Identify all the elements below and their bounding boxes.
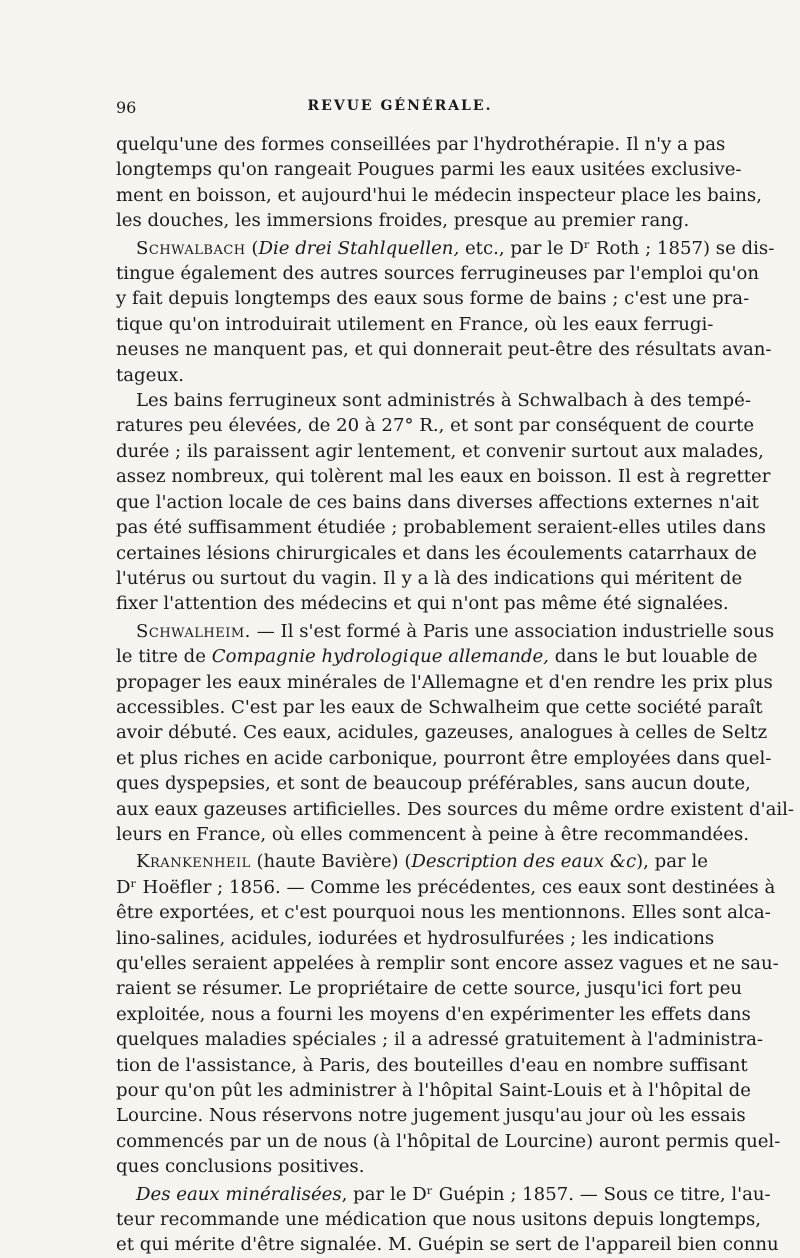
- text-line: leurs en France, où elles commencent à peine à être recommandées.: [116, 823, 750, 845]
- text-line: lino-salines, acidules, iodurées et hydrosulfurées ; les indications: [116, 927, 715, 949]
- paragraph-schwalheim: [116, 619, 795, 848]
- paragraph-bains-ferrugineux: [116, 388, 771, 617]
- page-number: 96: [116, 98, 137, 117]
- paragraph-eaux-mineralisees: [116, 1182, 779, 1258]
- text-line: commencés par un de nous (à l'hôpital de Lourcine) auront permis quel-: [116, 1130, 781, 1152]
- text-line: les douches, les immersions froides, presque au premier rang.: [116, 210, 690, 232]
- text-line: neuses ne manquent pas, et qui donnerait peut-être des résultats avan-: [116, 339, 772, 361]
- text-line: tageux.: [116, 364, 184, 386]
- entry-name: Krankenheil: [136, 851, 251, 873]
- text-line: tique qu'on introduirait utilement en France, où les eaux ferrugi-: [116, 313, 714, 335]
- text-line: pour qu'on pût les administrer à l'hôpital Saint-Louis et à l'hôpital de: [116, 1080, 751, 1102]
- paragraph-pougues: [116, 132, 762, 234]
- company-name: Compagnie hydrologique allemande,: [211, 646, 549, 668]
- text-line: et qui mérite d'être signalée. M. Guépin se sert de l'appareil bien connu: [116, 1234, 779, 1256]
- text-line: être exportées, et c'est pourquoi nous les mentionnons. Elles sont alca-: [116, 902, 771, 924]
- text-line: teur recommande une médication que nous usitons depuis longtemps,: [116, 1209, 762, 1231]
- text-line: fixer l'attention des médecins et qui n'ont pas même été signalées.: [116, 593, 729, 615]
- entry-name: Schwalbach: [136, 237, 246, 259]
- work-title: Des eaux minéralisées: [136, 1183, 342, 1205]
- entry-name: Schwalheim.: [136, 620, 251, 642]
- body-text: [116, 132, 795, 1258]
- entry-heading-line: Des eaux minéralisées, par le Dʳ Guépin ; 1857. — Sous ce titre, l'au-: [136, 1183, 771, 1205]
- entry-heading-line: Krankenheil (haute Bavière) (Description des eaux &c), par le: [136, 851, 708, 873]
- text-line: quelques maladies spéciales ; il a adressé gratuitement à l'administra-: [116, 1029, 764, 1051]
- text-line: longtemps qu'on rangeait Pougues parmi les eaux usitées exclusive-: [116, 159, 742, 181]
- text-line: raient se résumer. Le propriétaire de cette source, jusqu'ici fort peu: [116, 978, 743, 1000]
- text-line: quelqu'une des formes conseillées par l'hydrothérapie. Il n'y a pas: [116, 134, 726, 155]
- text-line: tingue également des autres sources ferrugineuses par l'emploi qu'on: [116, 263, 760, 285]
- text-line: ques dyspepsies, et sont de beaucoup préférables, sans aucun doute,: [116, 773, 751, 795]
- work-title: Description des eaux &c: [411, 851, 637, 873]
- work-title: Die drei Stahlquellen,: [258, 237, 460, 259]
- text-line: que l'action locale de ces bains dans diverses affections externes n'ait: [116, 491, 759, 513]
- text-line: durée ; ils paraissent agir lentement, et convenir surtout aux malades,: [116, 440, 764, 462]
- text-line: ratures peu élevées, de 20 à 27° R., et sont par conséquent de courte: [116, 415, 755, 437]
- running-head: REVUE GÉNÉRALE.: [307, 98, 493, 114]
- text-line: pas été suffisamment étudiée ; probablement seraient-elles utiles dans: [116, 517, 766, 539]
- text-line: y fait depuis longtemps des eaux sous forme de bains ; c'est une pra-: [116, 288, 750, 310]
- text-line: accessibles. C'est par les eaux de Schwalheim que cette société paraît: [116, 696, 763, 718]
- text-line: certaines lésions chirurgicales et dans les écoulements catarrhaux de: [116, 542, 757, 564]
- text-line: ques conclusions positives.: [116, 1156, 365, 1178]
- entry-heading-line: Schwalheim. — Il s'est formé à Paris une association industrielle sous: [136, 620, 775, 642]
- text-line: tion de l'assistance, à Paris, des bouteilles d'eau en nombre suffisant: [116, 1054, 748, 1076]
- text-line: assez nombreux, qui tolèrent mal les eaux en boisson. Il est à regretter: [116, 466, 771, 488]
- text-line: Les bains ferrugineux sont administrés à Schwalbach à des tempé-: [136, 390, 751, 412]
- text-line: aux eaux gazeuses artificielles. Des sources du même ordre existent d'ail-: [116, 798, 795, 820]
- text-line: et plus riches en acide carbonique, pourront être employées dans quel-: [116, 747, 772, 769]
- entry-heading-line: Schwalbach (Die drei Stahlquellen, etc., par le Dʳ Roth ; 1857) se dis-: [136, 237, 775, 259]
- text-line: le titre de Compagnie hydrologique allemande, dans le but louable de: [116, 646, 758, 668]
- text-line: exploitée, nous a fourni les moyens d'en expérimenter les effets dans: [116, 1003, 751, 1025]
- paragraph-schwalbach: [116, 236, 775, 388]
- text-line: avoir débuté. Ces eaux, acidules, gazeuses, analogues à celles de Seltz: [116, 722, 768, 744]
- text-line: ment en boisson, et aujourd'hui le médecin inspecteur place les bains,: [116, 184, 762, 206]
- page-header: [116, 98, 684, 124]
- text-line: Lourcine. Nous réservons notre jugement jusqu'au jour où les essais: [116, 1105, 746, 1127]
- text-line: propager les eaux minérales de l'Allemagne et d'en rendre les prix plus: [116, 671, 773, 693]
- text-line: l'utérus ou surtout du vagin. Il y a là des indications qui méritent de: [116, 567, 743, 589]
- paragraph-krankenheil: [116, 849, 781, 1179]
- text-line: qu'elles seraient appelées à remplir sont encore assez vagues et ne sau-: [116, 953, 779, 974]
- text-line: Dʳ Hoëfler ; 1856. — Comme les précédentes, ces eaux sont destinées à: [116, 876, 776, 898]
